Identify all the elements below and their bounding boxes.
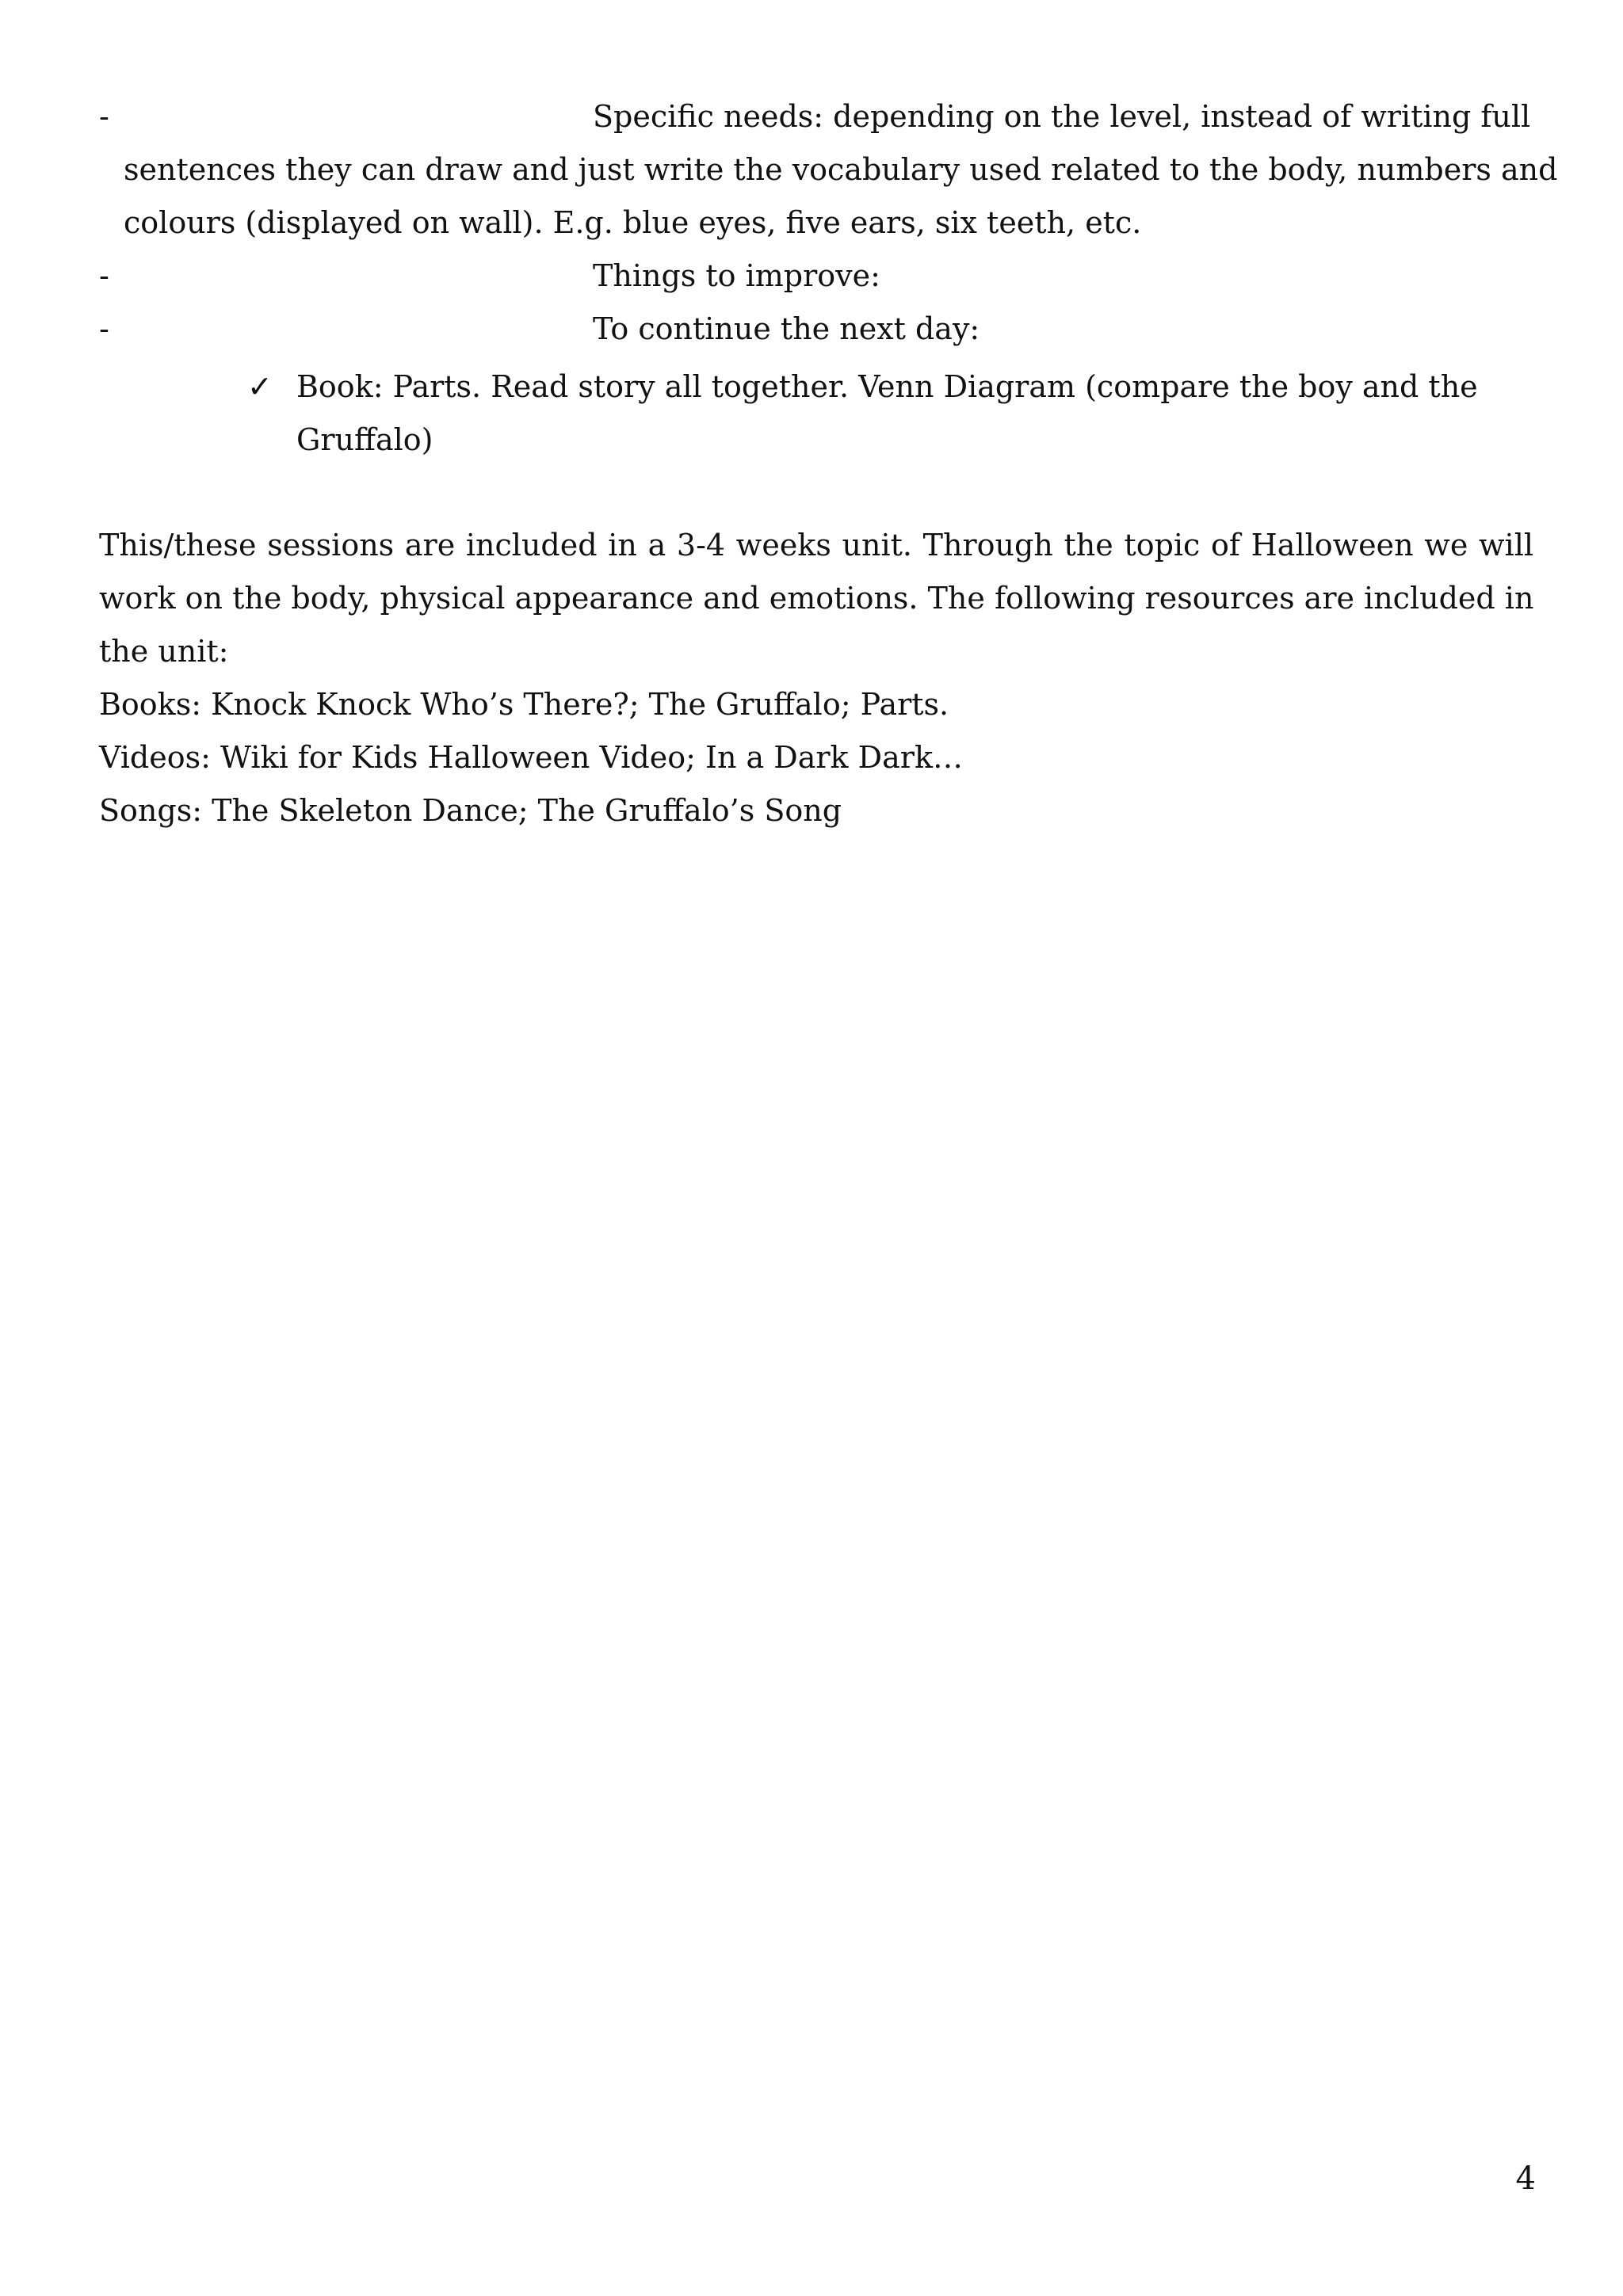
checklist-text-line: Gruffalo) — [296, 422, 433, 457]
bullet-text-line: Specific needs: depending on the level, instead of writing full — [593, 99, 1531, 134]
bullet-text-line: colours (displayed on wall). E.g. blue eyes, five ears, six teeth, etc. — [124, 205, 1142, 240]
resource-videos: Videos: Wiki for Kids Halloween Video; In a Dark Dark… — [99, 740, 963, 775]
resource-songs: Songs: The Skeleton Dance; The Gruffalo’s Song — [99, 793, 842, 828]
resources-list — [99, 678, 1533, 837]
unit-description-paragraph — [99, 519, 1533, 678]
bullet-text-line: Things to improve: — [593, 258, 880, 293]
paragraph-line: the unit: — [99, 634, 229, 669]
bullet-item-specific-needs — [99, 90, 1558, 250]
checkmark-icon: ✓ — [247, 369, 273, 404]
bullet-text-line: sentences they can draw and just write the vocabulary used related to the body, numbers and — [124, 152, 1558, 187]
resource-books: Books: Knock Knock Who’s There?; The Gruffalo; Parts. — [99, 687, 949, 722]
paragraph-line: This/these sessions are included in a 3-4 weeks unit. Through the topic of Halloween we will — [99, 528, 1533, 563]
bullet-item-continue-next-day — [99, 303, 1533, 356]
bullet-text-line: To continue the next day: — [593, 311, 980, 346]
checklist-item — [247, 360, 1515, 467]
bullet-item-things-to-improve — [99, 250, 1533, 303]
page-number: 4 — [1515, 2161, 1536, 2197]
bullet-dash: - — [99, 99, 109, 134]
bullet-dash: - — [99, 258, 109, 293]
paragraph-line: work on the body, physical appearance and emotions. The following resources are included in — [99, 581, 1534, 616]
bullet-dash: - — [99, 311, 109, 346]
checklist-text-line: Book: Parts. Read story all together. Venn Diagram (compare the boy and the — [296, 369, 1478, 404]
